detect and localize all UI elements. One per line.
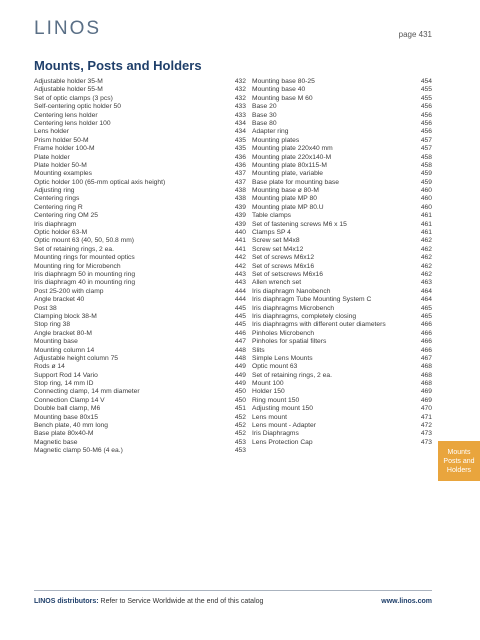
index-entry[interactable] — [252, 330, 432, 338]
section-tab-line: Mounts — [447, 448, 471, 456]
index-entry-page: 464 — [420, 296, 432, 304]
index-entry[interactable] — [252, 347, 432, 355]
index-entry[interactable] — [34, 330, 246, 338]
index-entry[interactable] — [34, 154, 246, 162]
index-entry-label: Iris diaphragms with different outer diameters — [252, 321, 386, 329]
index-entry-page: 436 — [234, 153, 246, 161]
index-entry-page: 438 — [234, 195, 246, 203]
index-entry-page: 452 — [234, 430, 246, 438]
index-entry[interactable] — [252, 263, 432, 271]
index-entry[interactable] — [252, 279, 432, 287]
index-entry-label: Optic holder 63-M — [34, 229, 88, 237]
index-entry-label: Optic mount 63 — [252, 363, 298, 371]
footer-note — [34, 598, 263, 605]
index-entry[interactable] — [252, 95, 432, 103]
index-entry-label: Centering rings — [34, 195, 80, 203]
index-entry-label: Iris Diaphragms — [252, 430, 299, 438]
index-entry-label: Lens Protection Cap — [252, 438, 313, 446]
index-entry[interactable] — [252, 422, 432, 430]
index-entry[interactable] — [34, 439, 246, 447]
index-entry[interactable] — [34, 388, 246, 396]
index-entry-page: 444 — [234, 287, 246, 295]
index-entry-label: Mounting examples — [34, 170, 92, 178]
index-entry-label: Magnetic base — [34, 438, 78, 446]
index-entry-label: Slits — [252, 346, 265, 354]
index-entry-page: 432 — [234, 94, 246, 102]
index-entry-page: 437 — [234, 170, 246, 178]
index-entry[interactable] — [252, 78, 432, 86]
index-entry[interactable] — [252, 296, 432, 304]
index-entry-label: Post 38 — [34, 304, 57, 312]
index-entry-label: Base plate 80x40-M — [34, 430, 94, 438]
index-entry[interactable] — [34, 237, 246, 245]
index-entry[interactable] — [34, 246, 246, 254]
index-entry-label: Base 80 — [252, 119, 277, 127]
index-entry-label: Iris diaphragms Microbench — [252, 304, 335, 312]
index-entry-page: 447 — [234, 338, 246, 346]
index-entry[interactable] — [252, 187, 432, 195]
section-tab-line: Holders — [446, 466, 472, 474]
index-entry-page: 457 — [420, 136, 432, 144]
index-entry[interactable] — [34, 313, 246, 321]
index-entry-page: 464 — [420, 287, 432, 295]
index-entry-page: 462 — [420, 254, 432, 262]
index-entry[interactable] — [252, 212, 432, 220]
index-entry[interactable] — [252, 137, 432, 145]
index-entry-label: Table clamps — [252, 212, 292, 220]
index-column-left — [34, 78, 246, 456]
index-entry-label: Connection Clamp 14 V — [34, 396, 105, 404]
index-entry-label: Mounting base — [34, 338, 78, 346]
index-entry-label: Support Rod 14 Vario — [34, 371, 98, 379]
index-entry-page: 466 — [420, 321, 432, 329]
index-entry-page: 468 — [420, 380, 432, 388]
index-entry[interactable] — [34, 347, 246, 355]
index-entry[interactable] — [34, 447, 246, 455]
index-entry-page: 454 — [420, 78, 432, 85]
index-entry[interactable] — [34, 78, 246, 86]
index-entry-label: Set of optic clamps (3 pcs) — [34, 94, 113, 102]
index-entry[interactable] — [34, 195, 246, 203]
index-entry[interactable] — [252, 237, 432, 245]
index-entry-page: 466 — [420, 329, 432, 337]
index-entry[interactable] — [252, 170, 432, 178]
index-entry-page: 471 — [420, 413, 432, 421]
index-entry-label: Adjusting ring — [34, 187, 75, 195]
index-entry-page: 465 — [420, 304, 432, 312]
index-entry-page: 459 — [420, 178, 432, 186]
index-entry[interactable] — [34, 120, 246, 128]
index-entry-label: Mounting plate 80x115-M — [252, 161, 327, 169]
page-title: Mounts, Posts and Holders — [34, 58, 202, 73]
index-entry-label: Mount 100 — [252, 380, 284, 388]
footer-brand: LINOS distributors: — [34, 598, 99, 605]
index-entry-page: 443 — [234, 279, 246, 287]
index-entry[interactable] — [252, 145, 432, 153]
index-entry-label: Mounting plate MP 80 — [252, 195, 317, 203]
index-entry[interactable] — [252, 439, 432, 447]
index-entry[interactable] — [34, 288, 246, 296]
index-entry-page: 459 — [420, 170, 432, 178]
index-entry[interactable] — [34, 229, 246, 237]
index-entry[interactable] — [252, 221, 432, 229]
index-entry-label: Adjustable holder 35-M — [34, 78, 103, 85]
index-entry-page: 432 — [234, 86, 246, 94]
index-entry-label: Mounting rings for mounted optics — [34, 254, 135, 262]
index-entry[interactable] — [252, 288, 432, 296]
index-entry-page: 469 — [420, 388, 432, 396]
index-entry[interactable] — [34, 103, 246, 111]
index-entry-label: Double ball clamp, M6 — [34, 405, 101, 413]
index-entry-page: 460 — [420, 187, 432, 195]
index-entry-label: Mounting base 40 — [252, 86, 306, 94]
index-entry-label: Mounting plate 220x140-M — [252, 153, 332, 161]
index-entry[interactable] — [34, 254, 246, 262]
index-entry-label: Post 25-200 with clamp — [34, 287, 104, 295]
index-entry-label: Mounting plate 220x40 mm — [252, 145, 333, 153]
index-entry-label: Rods ø 14 — [34, 363, 65, 371]
index-entry-page: 444 — [234, 296, 246, 304]
index-entry-label: Self-centering optic holder 50 — [34, 103, 121, 111]
index-entry-page: 456 — [420, 103, 432, 111]
index-entry-page: 455 — [420, 94, 432, 102]
index-entry-page: 451 — [234, 405, 246, 413]
index-entry-label: Stop ring, 14 mm ID — [34, 380, 94, 388]
index-entry-label: Iris diaphragm 40 in mounting ring — [34, 279, 136, 287]
index-entry-page: 458 — [420, 161, 432, 169]
index-entry-page: 460 — [420, 203, 432, 211]
index-entry-page: 432 — [234, 78, 246, 85]
index-entry[interactable] — [34, 204, 246, 212]
index-entry-label: Centering lens holder 100 — [34, 119, 111, 127]
index-entry-page: 433 — [234, 111, 246, 119]
index-entry-label: Holder 150 — [252, 388, 285, 396]
index-entry-page: 449 — [234, 380, 246, 388]
footer-url-link[interactable]: www.linos.com — [381, 598, 432, 605]
footer-divider — [34, 590, 432, 591]
index-entry-page: 442 — [234, 254, 246, 262]
index-entry-label: Screw set M4x12 — [252, 245, 304, 253]
index-entry-label: Pinholes for spatial filters — [252, 338, 327, 346]
index-entry-label: Iris diaphragms, completely closing — [252, 312, 357, 320]
index-entry[interactable] — [252, 162, 432, 170]
index-entry[interactable] — [252, 355, 432, 363]
index-entry[interactable] — [34, 355, 246, 363]
index-entry[interactable] — [34, 86, 246, 94]
index-entry-page: 458 — [420, 153, 432, 161]
linos-logo: LINOS — [34, 18, 102, 39]
index-entry[interactable] — [252, 363, 432, 371]
index-entry-page: 445 — [234, 304, 246, 312]
index-entry[interactable] — [252, 313, 432, 321]
index-entry[interactable] — [34, 363, 246, 371]
index-entry-label: Iris diaphragm Nanobench — [252, 287, 331, 295]
index-entry-label: Centering lens holder — [34, 111, 98, 119]
page-number: page 431 — [398, 30, 432, 39]
index-entry-page: 443 — [234, 270, 246, 278]
index-entry-page: 457 — [420, 145, 432, 153]
index-entry-label: Mounting base 80x15 — [34, 413, 98, 421]
index-entry[interactable] — [252, 112, 432, 120]
index-entry-label: Set of setscrews M6x16 — [252, 270, 323, 278]
index-entry[interactable] — [252, 321, 432, 329]
index-entry-label: Optic mount 63 (40, 50, 50.8 mm) — [34, 237, 134, 245]
index-entry[interactable] — [34, 380, 246, 388]
index-entry[interactable] — [252, 229, 432, 237]
index-entry-page: 448 — [234, 354, 246, 362]
index-entry[interactable] — [252, 195, 432, 203]
index-entry[interactable] — [34, 397, 246, 405]
index-entry-page: 439 — [234, 212, 246, 220]
index-entry-page: 453 — [234, 438, 246, 446]
index-entry-label: Magnetic clamp 50-M6 (4 ea.) — [34, 447, 123, 455]
index-entry-label: Set of retaining rings, 2 ea. — [34, 245, 114, 253]
index-entry-page: 434 — [234, 119, 246, 127]
index-entry[interactable] — [252, 128, 432, 136]
index-entry-page: 434 — [234, 128, 246, 136]
index-entry-label: Frame holder 100-M — [34, 145, 95, 153]
index-entry-page: 462 — [420, 270, 432, 278]
index-entry-page: 448 — [234, 346, 246, 354]
index-entry[interactable] — [34, 296, 246, 304]
index-entry[interactable] — [34, 137, 246, 145]
index-entry-label: Ring mount 150 — [252, 396, 300, 404]
index-entry-page: 435 — [234, 145, 246, 153]
index-entry-label: Lens mount - Adapter — [252, 422, 316, 430]
index-entry-page: 445 — [234, 321, 246, 329]
index-entry-page: 439 — [234, 220, 246, 228]
index-entry-label: Adjustable height column 75 — [34, 354, 119, 362]
index-entry-label: Angle bracket 80-M — [34, 329, 92, 337]
index-entry-page: 440 — [234, 229, 246, 237]
index-entry-page: 462 — [420, 237, 432, 245]
index-entry-label: Centering ring OM 25 — [34, 212, 98, 220]
index-entry-label: Prism holder 50-M — [34, 136, 89, 144]
index-entry[interactable] — [252, 86, 432, 94]
index-entry-label: Mounting ring for Microbench — [34, 262, 121, 270]
index-entry[interactable] — [34, 128, 246, 136]
index-entry-page: 472 — [420, 422, 432, 430]
index-entry[interactable] — [34, 414, 246, 422]
index-entry[interactable] — [252, 204, 432, 212]
index-entry-label: Plate holder 50-M — [34, 161, 87, 169]
index-entry-page: 456 — [420, 128, 432, 136]
index-entry[interactable] — [34, 338, 246, 346]
index-entry-page: 461 — [420, 220, 432, 228]
index-entry-page: 462 — [420, 245, 432, 253]
index-entry-page: 441 — [234, 237, 246, 245]
index-entry-label: Connecting clamp, 14 mm diameter — [34, 388, 140, 396]
index-entry-page: 455 — [420, 86, 432, 94]
index-entry-label: Lens mount — [252, 413, 287, 421]
index-entry-page: 467 — [420, 354, 432, 362]
index-entry[interactable] — [34, 221, 246, 229]
index-entry-page: 446 — [234, 329, 246, 337]
index-entry-label: Stop ring 38 — [34, 321, 71, 329]
index-column-right — [252, 78, 432, 447]
index-entry[interactable] — [252, 154, 432, 162]
index-entry-page: 462 — [420, 262, 432, 270]
index-entry-label: Mounting plate, variable — [252, 170, 324, 178]
index-entry[interactable] — [252, 103, 432, 111]
index-entry-label: Base 20 — [252, 103, 277, 111]
index-entry-page: 473 — [420, 438, 432, 446]
index-entry[interactable] — [252, 388, 432, 396]
index-entry[interactable] — [252, 271, 432, 279]
index-entry-page: 436 — [234, 161, 246, 169]
index-entry-page: 456 — [420, 119, 432, 127]
index-entry-page: 470 — [420, 405, 432, 413]
index-entry-label: Angle bracket 40 — [34, 296, 85, 304]
index-entry[interactable] — [252, 372, 432, 380]
section-tab[interactable] — [438, 441, 480, 481]
index-entry[interactable] — [252, 380, 432, 388]
index-entry[interactable] — [34, 170, 246, 178]
footer-text: Refer to Service Worldwide at the end of this catalog — [98, 598, 264, 605]
index-entry[interactable] — [252, 430, 432, 438]
index-entry-label: Mounting base ø 80-M — [252, 187, 319, 195]
index-entry-label: Adjustable holder 55-M — [34, 86, 103, 94]
index-entry-label: Mounting plates — [252, 136, 300, 144]
index-entry-label: Clamps SP 4 — [252, 229, 291, 237]
index-entry-page: 452 — [234, 413, 246, 421]
index-entry-label: Set of fastening screws M6 x 15 — [252, 220, 347, 228]
header — [0, 0, 480, 52]
index-entry[interactable] — [252, 246, 432, 254]
index-entry-page: 468 — [420, 363, 432, 371]
index-entry-label: Optic holder 100 (65-mm optical axis height) — [34, 178, 166, 186]
index-entry[interactable] — [34, 179, 246, 187]
index-entry-label: Set of retaining rings, 2 ea. — [252, 371, 332, 379]
index-entry[interactable] — [252, 305, 432, 313]
index-entry-page: 445 — [234, 312, 246, 320]
index-entry-label: Mounting base 80-25 — [252, 78, 315, 85]
index-entry-page: 461 — [420, 212, 432, 220]
index-entry-page: 460 — [420, 195, 432, 203]
index-entry[interactable] — [34, 162, 246, 170]
index-entry[interactable] — [34, 279, 246, 287]
index-entry[interactable] — [252, 254, 432, 262]
index-entry-label: Clamping block 38-M — [34, 312, 97, 320]
index-entry[interactable] — [34, 271, 246, 279]
index-entry[interactable] — [252, 397, 432, 405]
index-entry-page: 439 — [234, 203, 246, 211]
index-entry-page: 450 — [234, 396, 246, 404]
index-entry-label: Iris diaphragm 50 in mounting ring — [34, 270, 136, 278]
index-entry[interactable] — [252, 414, 432, 422]
index-entry[interactable] — [34, 430, 246, 438]
index-entry-page: 453 — [234, 447, 246, 455]
index-entry[interactable] — [34, 372, 246, 380]
index-entry-page: 466 — [420, 346, 432, 354]
index-entry-page: 461 — [420, 229, 432, 237]
index-entry-label: Mounting column 14 — [34, 346, 95, 354]
index-entry-label: Set of screws M6x16 — [252, 262, 315, 270]
index-entry[interactable] — [34, 263, 246, 271]
index-entry[interactable] — [34, 212, 246, 220]
index-entry-page: 442 — [234, 262, 246, 270]
index-entry-page: 449 — [234, 363, 246, 371]
index-entry[interactable] — [252, 179, 432, 187]
index-entry-page: 468 — [420, 371, 432, 379]
index-entry-page: 473 — [420, 430, 432, 438]
index-entry-page: 449 — [234, 371, 246, 379]
index-entry-label: Lens holder — [34, 128, 69, 136]
index-entry[interactable] — [34, 405, 246, 413]
index-entry-label: Iris diaphragm — [34, 220, 77, 228]
index-entry[interactable] — [34, 95, 246, 103]
index-entry-page: 465 — [420, 312, 432, 320]
index-entry-label: Pinholes Microbench — [252, 329, 315, 337]
index-entry-label: Centering ring R — [34, 203, 83, 211]
index-entry[interactable] — [34, 145, 246, 153]
index-entry-label: Mounting plate MP 80.U — [252, 203, 324, 211]
index-entry[interactable] — [34, 305, 246, 313]
index-entry-label: Adapter ring — [252, 128, 289, 136]
index-entry-label: Bench plate, 40 mm long — [34, 422, 108, 430]
index-entry-page: 435 — [234, 136, 246, 144]
index-entry-page: 438 — [234, 187, 246, 195]
index-entry-page: 466 — [420, 338, 432, 346]
index-entry-page: 437 — [234, 178, 246, 186]
index-entry[interactable] — [252, 405, 432, 413]
index-entry[interactable] — [34, 112, 246, 120]
index-entry[interactable] — [252, 338, 432, 346]
index-entry-label: Simple Lens Mounts — [252, 354, 313, 362]
index-entry[interactable] — [34, 422, 246, 430]
index-entry-label: Iris diaphragm Tube Mounting System C — [252, 296, 372, 304]
index-entry-label: Allen wrench set — [252, 279, 302, 287]
index-entry[interactable] — [252, 120, 432, 128]
index-entry-page: 469 — [420, 396, 432, 404]
section-tab-line: Posts and — [443, 457, 475, 465]
index-entry-label: Set of screws M6x12 — [252, 254, 315, 262]
index-entry[interactable] — [34, 187, 246, 195]
index-entry-label: Base plate for mounting base — [252, 178, 339, 186]
index-entry-label: Screw set M4x8 — [252, 237, 300, 245]
index-entry-page: 452 — [234, 422, 246, 430]
index-entry-label: Mounting base M 60 — [252, 94, 313, 102]
index-entry-page: 456 — [420, 111, 432, 119]
index-entry-page: 450 — [234, 388, 246, 396]
index-entry-label: Base 30 — [252, 111, 277, 119]
index-entry-page: 463 — [420, 279, 432, 287]
index-entry-page: 441 — [234, 245, 246, 253]
index-entry[interactable] — [34, 321, 246, 329]
index-entry-label: Adjusting mount 150 — [252, 405, 313, 413]
index-entry-page: 433 — [234, 103, 246, 111]
index-entry-label: Plate holder — [34, 153, 70, 161]
